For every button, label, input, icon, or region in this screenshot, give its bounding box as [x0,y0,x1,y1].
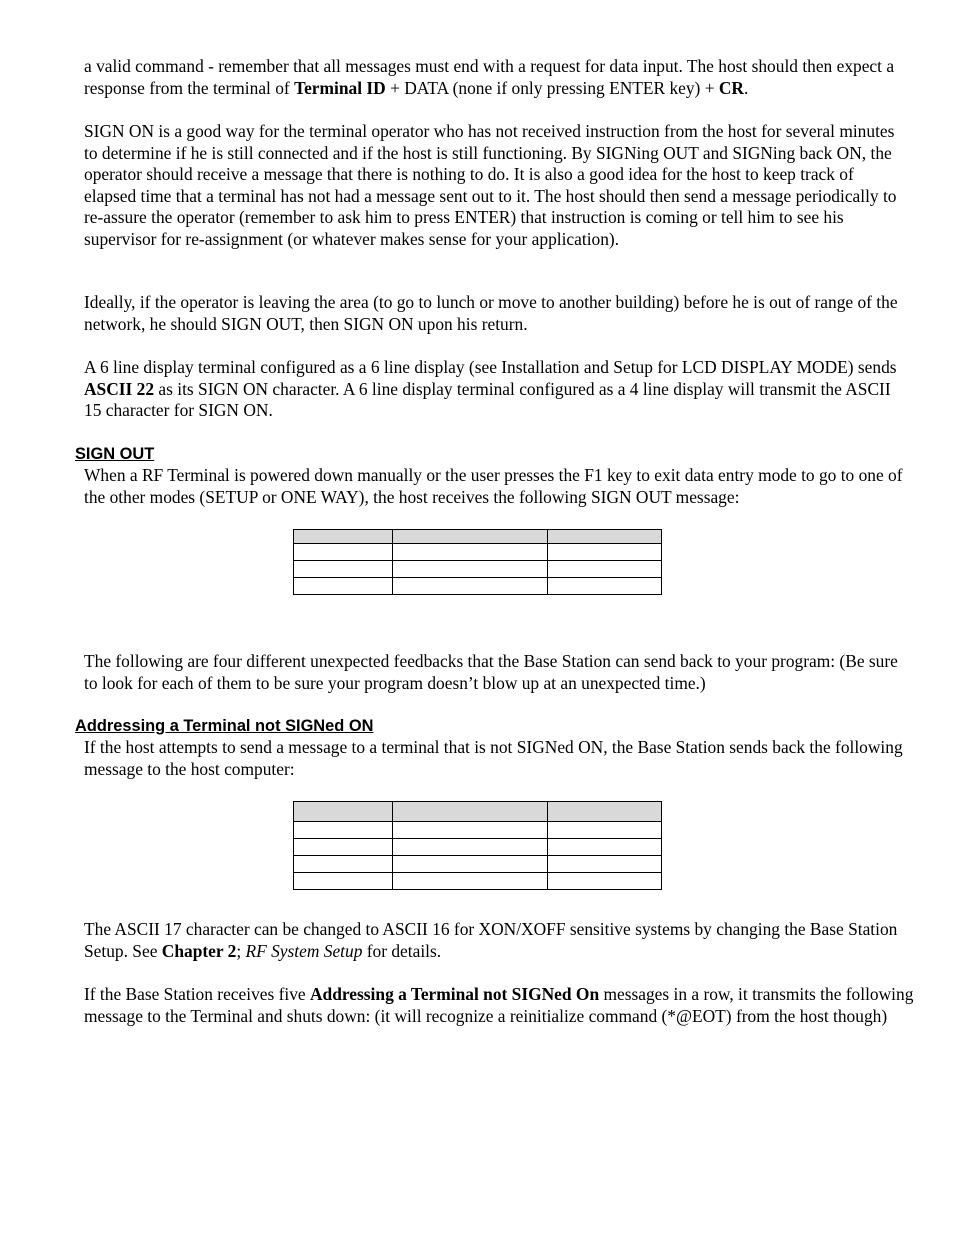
term-chapter-2: Chapter 2 [161,940,237,961]
table-row [294,822,662,839]
table-cell [548,578,662,595]
table-header-row [294,802,662,822]
paragraph-not-signed-on: If the host attempts to send a message to a terminal that is not SIGNed ON, the Base Station sends back the following message to the host computer: [84,737,903,779]
table-cell [393,561,548,578]
table-cell [548,839,662,856]
table-cell [548,873,662,890]
paragraph-ascii-17: The ASCII 17 character can be changed to ASCII 16 for XON/XOFF sensitive systems by changing the Base Station Setup. See Chapter 2; RF System Setup for details. [84,919,898,961]
paragraph-sign-out-message: When a RF Terminal is powered down manually or the user presses the F1 key to exit data entry mode to go to one of the other modes (SETUP or ONE WAY), the host receives the following SIGN OUT message: [84,465,903,507]
table-cell [294,561,393,578]
paragraph-six-line-display: A 6 line display terminal configured as a 6 line display (see Installation and Setup for LCD DISPLAY MODE) sends ASCII 22 as its SIGN ON character. A 6 line display terminal configured as a 4 line display will transmit the ASCII 15 character for SIGN ON. [84,357,897,421]
table-cell [548,544,662,561]
term-cr: CR [718,77,744,98]
table-cell [294,578,393,595]
table-row [294,578,662,595]
table-header-cell [548,802,662,822]
table-row [294,544,662,561]
table-header-cell [393,802,548,822]
heading-addressing-terminal: Addressing a Terminal not SIGNed ON [75,717,374,735]
table-row [294,561,662,578]
table-row [294,873,662,890]
table-header-cell [548,530,662,544]
sign-out-message-table [293,529,662,595]
table-cell [393,873,548,890]
term-addressing-not-signed: Addressing a Terminal not SIGNed On [310,984,600,1004]
not-signed-on-message-table [293,801,662,890]
table-cell [294,839,393,856]
term-ascii-22: ASCII 22 [84,378,155,399]
table-row [294,839,662,856]
table-cell [393,544,548,561]
table-header-row [294,530,662,544]
table-cell [294,873,393,890]
table-header-cell [393,530,548,544]
table-header-cell [294,802,393,822]
table-cell [393,578,548,595]
table-cell [393,856,548,873]
table-cell [393,839,548,856]
table-cell [548,856,662,873]
table-row [294,856,662,873]
heading-sign-out: SIGN OUT [75,445,155,463]
paragraph-unexpected-feedbacks: The following are four different unexpected feedbacks that the Base Station can send back to your program: (Be sure to look for each of them to be sure your program doesn’t blow up at an unexpected time.) [84,651,898,693]
paragraph-leaving-area: Ideally, if the operator is leaving the area (to go to lunch or move to another building) before he is out of range of the network, he should SIGN OUT, then SIGN ON upon his return. [84,292,898,334]
table-header-cell [294,530,393,544]
paragraph-sign-on-usage: SIGN ON is a good way for the terminal operator who has not received instruction from the host for several minutes to determine if he is still connected and if the host is still functioning. By SIGNing OUT and SIGNing back ON, the operator should receive a message that there is nothing to do. It is also a good idea for the host to keep track of elapsed time that a terminal has not had a message sent out to it. The host should then send a message periodically to re-assure the operator (remember to ask him to press ENTER) that instruction is coming or tell him to see his supervisor for re-assignment (or whatever makes sense for your application). [84,121,897,249]
table-cell [393,822,548,839]
term-terminal-id: Terminal ID [294,77,386,98]
paragraph-response-expectation: a valid command - remember that all messages must end with a request for data input. The host should then expect a response from the terminal of Terminal ID + DATA (none if only pressing ENTER key) + CR. [84,56,895,98]
table-cell [294,822,393,839]
table-cell [294,856,393,873]
table-cell [294,544,393,561]
table-cell [548,822,662,839]
paragraph-five-messages: If the Base Station receives five Addressing a Terminal not SIGNed On messages in a row, it transmits the following message to the Terminal and shuts down: (it will recognize a reinitialize command (*@EOT) from the host though) [84,984,914,1026]
term-rf-system-setup: RF System Setup [245,940,363,961]
table-cell [548,561,662,578]
